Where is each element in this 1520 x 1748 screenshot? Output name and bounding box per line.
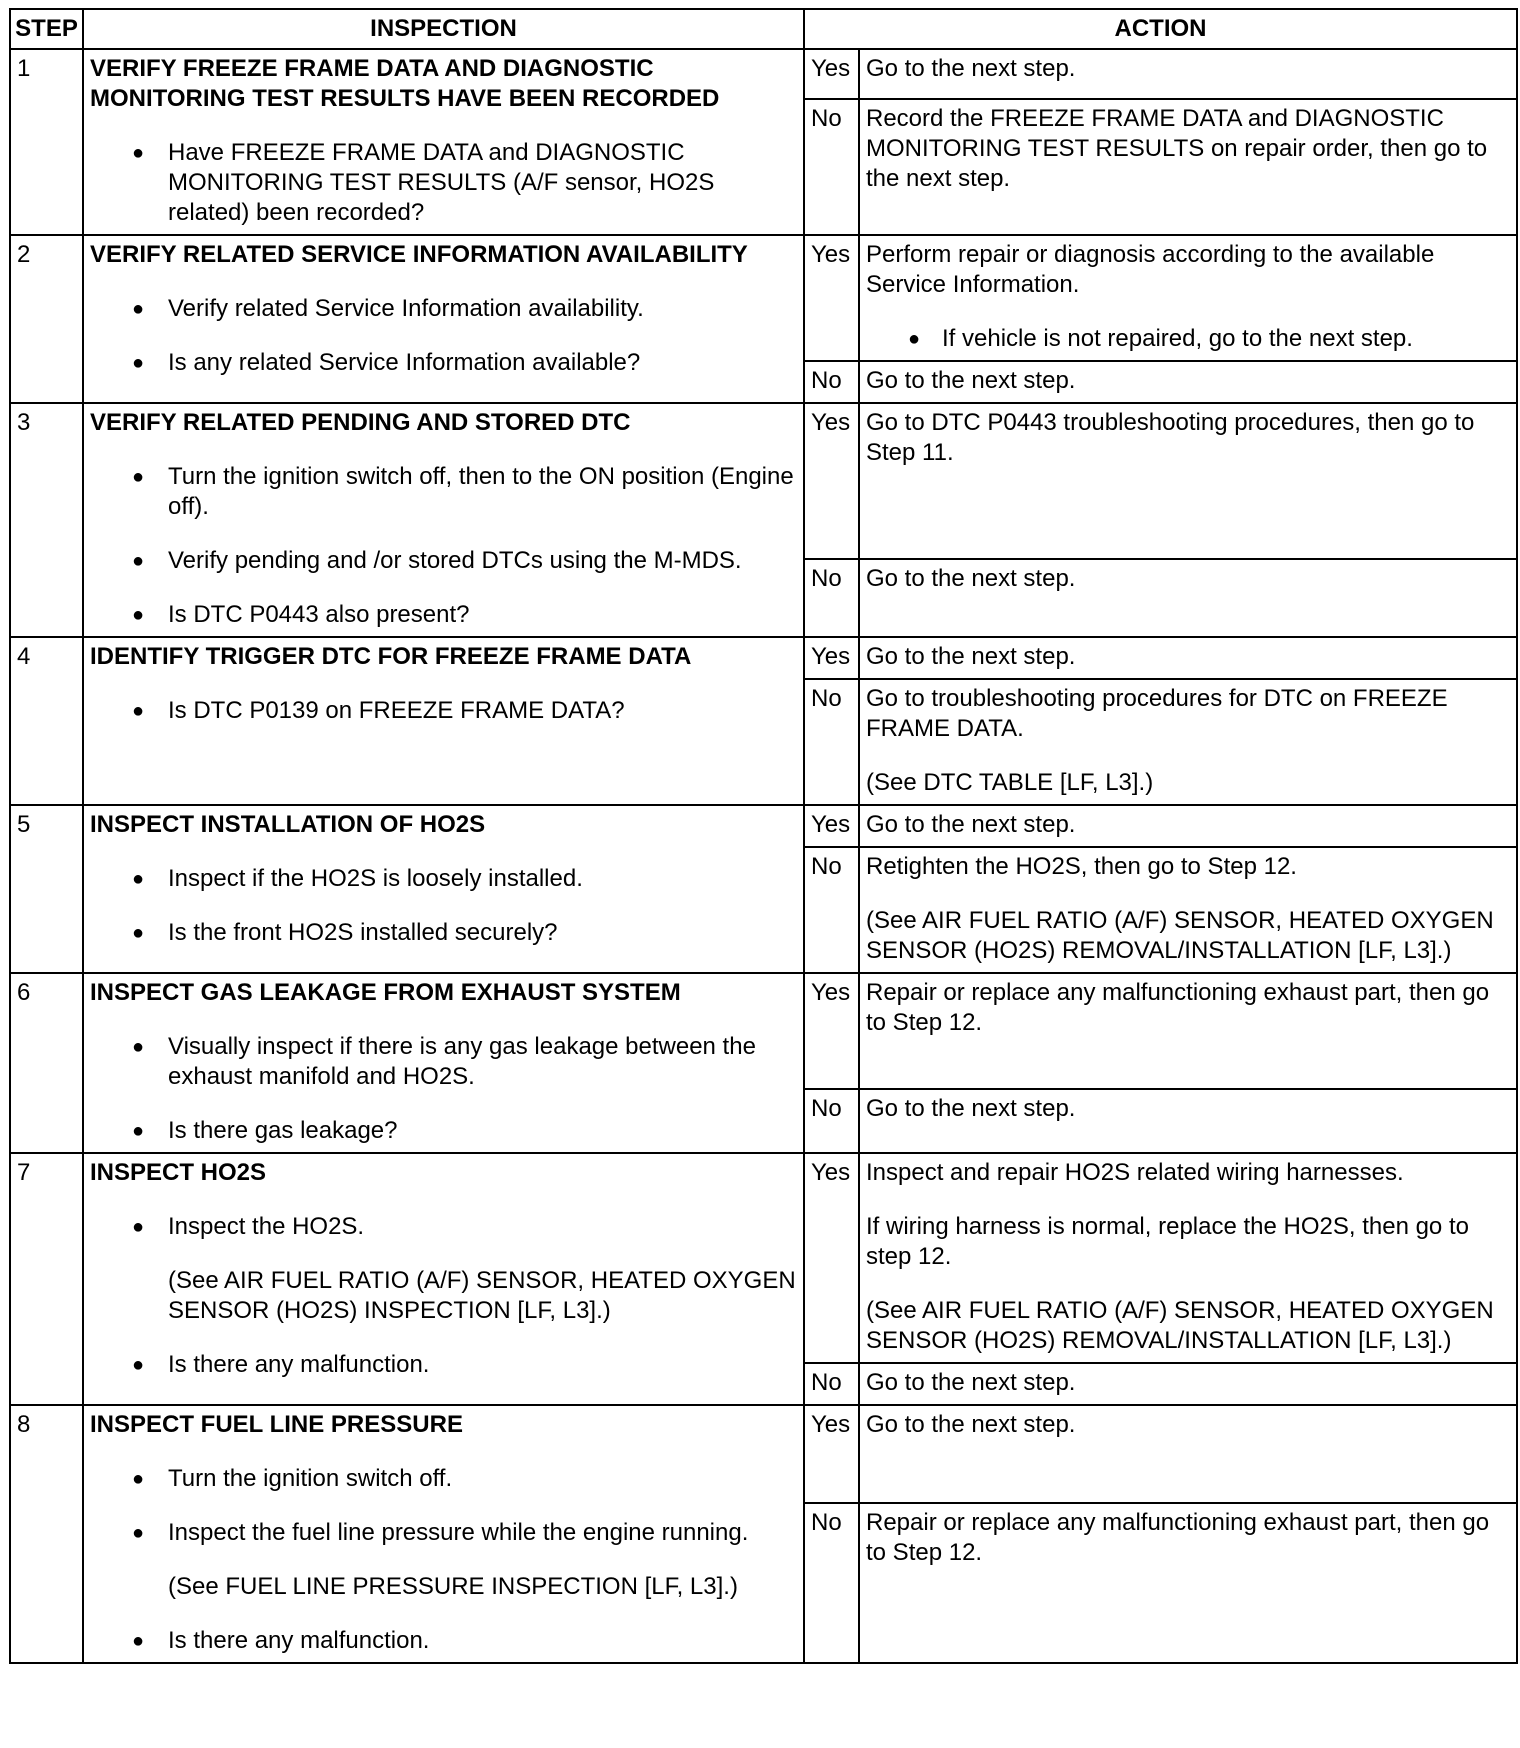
action-text: Go to the next step. (866, 1095, 1076, 1122)
yes-action (859, 805, 1517, 847)
action-text: Go to the next step. (866, 565, 1076, 592)
inspection-bullets (90, 1212, 797, 1380)
inspection-bullet: ● Is the front HO2S installed securely? (90, 918, 797, 948)
inspection-bullet: ● Verify related Service Information availability. (90, 294, 797, 324)
no-action (859, 1089, 1517, 1153)
inspection-bullets (90, 696, 797, 726)
step-number: 6 (10, 973, 83, 1153)
action-text: Go to troubleshooting procedures for DTC on FREEZE FRAME DATA. (866, 685, 1448, 742)
no-action (859, 1363, 1517, 1405)
action-text: Repair or replace any malfunctioning exhaust part, then go to Step 12. (866, 979, 1490, 1036)
inspection-bullet: ● Verify pending and /or stored DTCs using the M-MDS. (90, 546, 797, 576)
action-text: Go to the next step. (866, 55, 1076, 82)
header-row (10, 9, 1517, 49)
step-number: 3 (10, 403, 83, 637)
step-number: 7 (10, 1153, 83, 1405)
action-text: If wiring harness is normal, replace the HO2S, then go to step 12. (866, 1213, 1469, 1270)
action-text: Repair or replace any malfunctioning exhaust part, then go to Step 12. (866, 1509, 1490, 1566)
inspection-title: IDENTIFY TRIGGER DTC FOR FREEZE FRAME DATA (90, 643, 692, 670)
diagnostic-table (9, 8, 1518, 1664)
inspection-title: INSPECT FUEL LINE PRESSURE (90, 1411, 463, 1438)
no-label: No (804, 361, 859, 403)
step-row-7-yes (10, 1153, 1517, 1363)
inspection-cell (83, 403, 804, 637)
yes-label: Yes (804, 235, 859, 361)
inspection-cell (83, 1405, 804, 1663)
action-text: Go to DTC P0443 troubleshooting procedures, then go to Step 11. (866, 409, 1475, 466)
inspection-bullet: ● Have FREEZE FRAME DATA and DIAGNOSTIC MONITORING TEST RESULTS (A/F sensor, HO2S related) been recorded? (90, 138, 797, 228)
yes-label: Yes (804, 637, 859, 679)
step-row-1-yes (10, 49, 1517, 99)
step-row-3-yes (10, 403, 1517, 559)
yes-label: Yes (804, 1153, 859, 1363)
inspection-title: VERIFY RELATED SERVICE INFORMATION AVAILABILITY (90, 241, 748, 268)
no-action (859, 361, 1517, 403)
step-number: 8 (10, 1405, 83, 1663)
inspection-cell (83, 973, 804, 1153)
yes-label: Yes (804, 1405, 859, 1503)
yes-label: Yes (804, 403, 859, 559)
action-text: Inspect and repair HO2S related wiring harnesses. (866, 1159, 1404, 1186)
inspection-bullet: ● Turn the ignition switch off, then to the ON position (Engine off). (90, 462, 797, 522)
action-bullets (866, 324, 1510, 354)
inspection-bullet: ● Is there any malfunction. (90, 1350, 797, 1380)
step-number: 4 (10, 637, 83, 805)
inspection-bullets (90, 1032, 797, 1146)
inspection-bullet: ● Is there gas leakage? (90, 1116, 797, 1146)
no-label: No (804, 679, 859, 805)
yes-label: Yes (804, 973, 859, 1089)
inspection-bullet: ● Is DTC P0139 on FREEZE FRAME DATA? (90, 696, 797, 726)
bullet-reference: (See FUEL LINE PRESSURE INSPECTION [LF, L3].) (168, 1573, 738, 1600)
inspection-bullets (90, 1464, 797, 1656)
inspection-bullet: ● Visually inspect if there is any gas leakage between the exhaust manifold and HO2S. (90, 1032, 797, 1092)
inspection-header: INSPECTION (83, 9, 804, 49)
inspection-bullet: ● Is any related Service Information available? (90, 348, 797, 378)
step-row-5-yes (10, 805, 1517, 847)
no-action (859, 847, 1517, 973)
no-action (859, 1503, 1517, 1663)
action-text: Go to the next step. (866, 811, 1076, 838)
inspection-cell (83, 637, 804, 805)
no-label: No (804, 1503, 859, 1663)
inspection-bullet: ● Is DTC P0443 also present? (90, 600, 797, 630)
no-action (859, 99, 1517, 235)
yes-action (859, 973, 1517, 1089)
bullet-text: Inspect the fuel line pressure while the engine running. (168, 1519, 749, 1546)
inspection-bullet (90, 1212, 797, 1326)
action-header: ACTION (804, 9, 1517, 49)
yes-label: Yes (804, 805, 859, 847)
step-number: 5 (10, 805, 83, 973)
inspection-bullet: ● Is there any malfunction. (90, 1626, 797, 1656)
bullet-reference: (See AIR FUEL RATIO (A/F) SENSOR, HEATED OXYGEN SENSOR (HO2S) INSPECTION [LF, L3].) (168, 1267, 796, 1324)
inspection-title: VERIFY RELATED PENDING AND STORED DTC (90, 409, 631, 436)
no-label: No (804, 847, 859, 973)
inspection-title: VERIFY FREEZE FRAME DATA AND DIAGNOSTIC MONITORING TEST RESULTS HAVE BEEN RECORDED (90, 55, 720, 112)
yes-action (859, 49, 1517, 99)
no-action (859, 559, 1517, 637)
step-row-8-yes (10, 1405, 1517, 1503)
inspection-cell (83, 49, 804, 235)
action-text: Record the FREEZE FRAME DATA and DIAGNOSTIC MONITORING TEST RESULTS on repair order, then go to the next step. (866, 105, 1488, 192)
no-label: No (804, 99, 859, 235)
inspection-title: INSPECT HO2S (90, 1159, 267, 1186)
no-label: No (804, 1089, 859, 1153)
inspection-bullets (90, 294, 797, 378)
action-text: Go to the next step. (866, 643, 1076, 670)
yes-action (859, 637, 1517, 679)
inspection-bullet (90, 1518, 797, 1602)
action-text: Go to the next step. (866, 1369, 1076, 1396)
step-row-6-yes (10, 973, 1517, 1089)
action-text: Go to the next step. (866, 1411, 1076, 1438)
action-reference: (See DTC TABLE [LF, L3].) (866, 769, 1154, 796)
inspection-bullets (90, 462, 797, 630)
no-label: No (804, 559, 859, 637)
step-header: STEP (10, 9, 83, 49)
no-action (859, 679, 1517, 805)
inspection-bullet: ● Inspect if the HO2S is loosely installed. (90, 864, 797, 894)
action-reference: (See AIR FUEL RATIO (A/F) SENSOR, HEATED OXYGEN SENSOR (HO2S) REMOVAL/INSTALLATION [LF, L3].) (866, 1297, 1494, 1354)
yes-action (859, 1405, 1517, 1503)
yes-label: Yes (804, 49, 859, 99)
bullet-text: Inspect the HO2S. (168, 1213, 365, 1240)
inspection-bullet: ● Turn the ignition switch off. (90, 1464, 797, 1494)
step-row-4-yes (10, 637, 1517, 679)
step-number: 1 (10, 49, 83, 235)
action-text: Retighten the HO2S, then go to Step 12. (866, 853, 1297, 880)
inspection-cell (83, 235, 804, 403)
action-text: Perform repair or diagnosis according to the available Service Information. (866, 241, 1435, 298)
inspection-bullets (90, 864, 797, 948)
inspection-title: INSPECT INSTALLATION OF HO2S (90, 811, 486, 838)
step-number: 2 (10, 235, 83, 403)
action-bullet: ● If vehicle is not repaired, go to the next step. (866, 324, 1510, 354)
no-label: No (804, 1363, 859, 1405)
yes-action (859, 1153, 1517, 1363)
inspection-title: INSPECT GAS LEAKAGE FROM EXHAUST SYSTEM (90, 979, 681, 1006)
action-text: Go to the next step. (866, 367, 1076, 394)
inspection-cell (83, 1153, 804, 1405)
inspection-bullets (90, 138, 797, 228)
step-row-2-yes (10, 235, 1517, 361)
inspection-cell (83, 805, 804, 973)
yes-action (859, 235, 1517, 361)
action-reference: (See AIR FUEL RATIO (A/F) SENSOR, HEATED OXYGEN SENSOR (HO2S) REMOVAL/INSTALLATION [LF, L3].) (866, 907, 1494, 964)
yes-action (859, 403, 1517, 559)
